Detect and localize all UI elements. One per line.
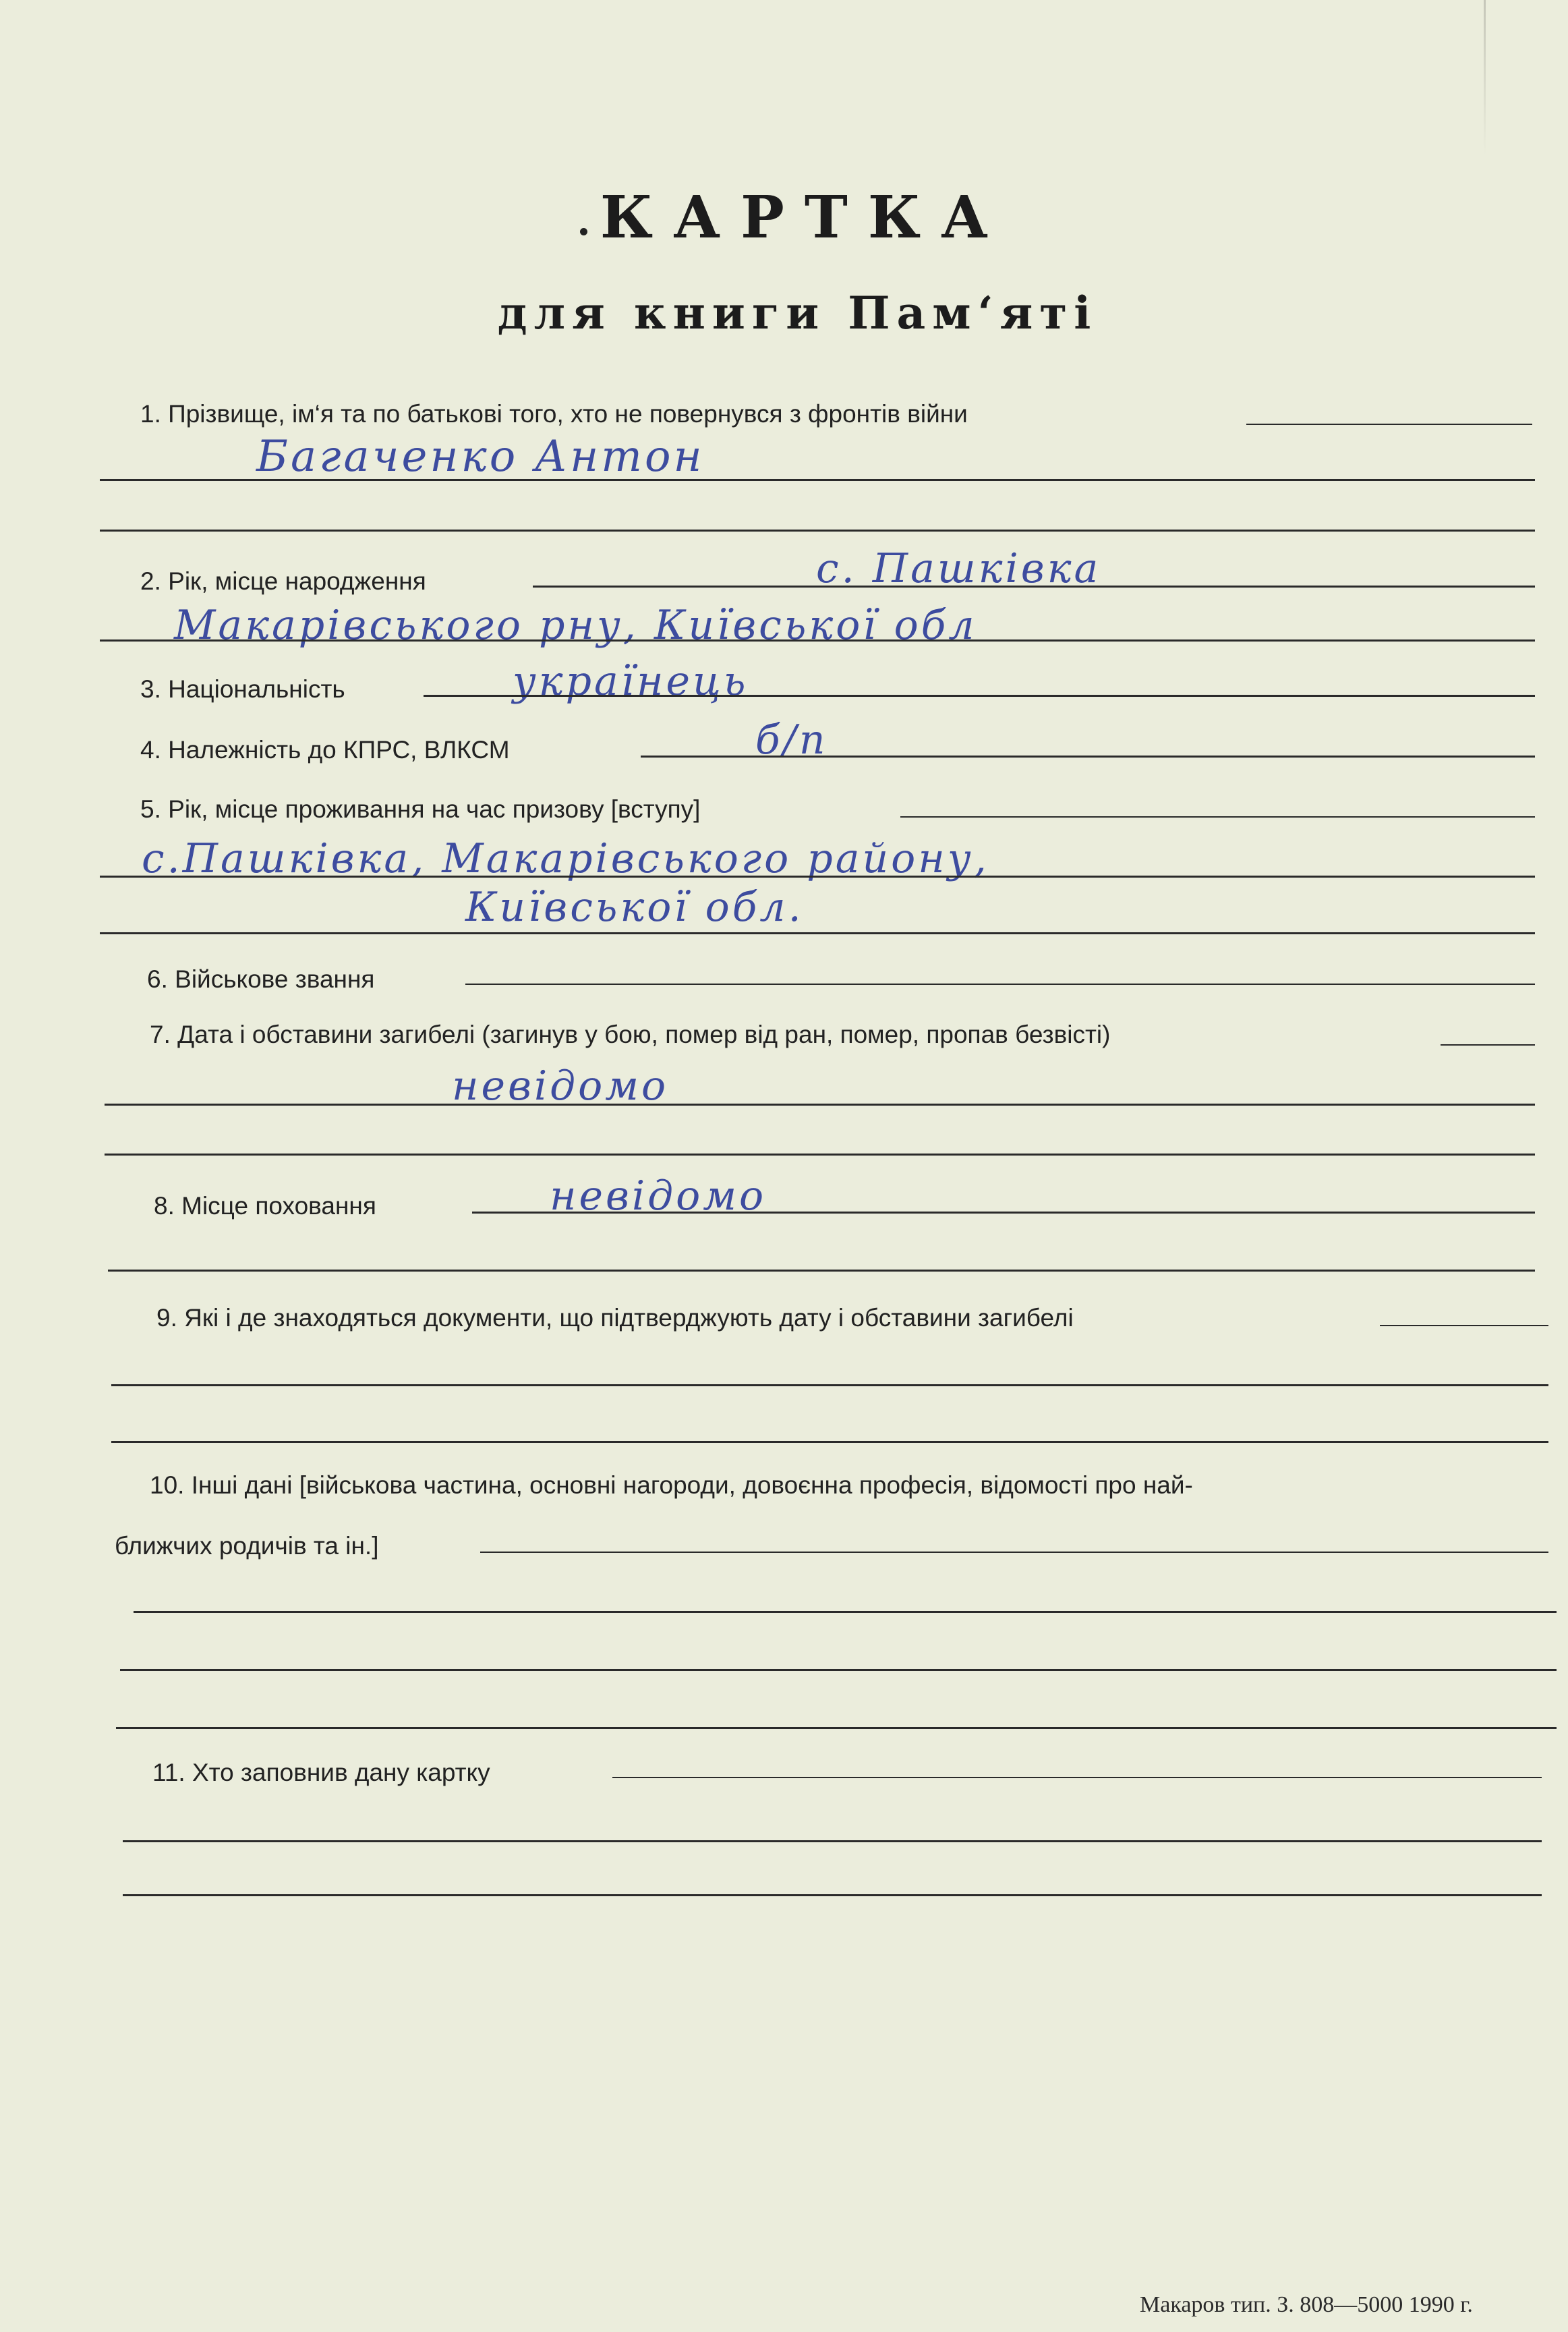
field-5-label: 5. Рік, місце проживання на час призову [вступу]	[140, 795, 701, 823]
field-1-line-c	[100, 530, 1535, 532]
field-9-label: 9. Які і де знаходяться документи, що підтверджують дату і обставини загибелі	[156, 1304, 1074, 1332]
field-10-label-line-2: ближчих родичів та ін.]	[115, 1532, 379, 1560]
card-title: КАРТКА	[600, 183, 1009, 252]
field-7-handwritten-death: невідомо	[452, 1062, 669, 1110]
field-9-line-b	[111, 1384, 1548, 1386]
field-10-label-line-1: 10. Інші дані [військова частина, основні нагороди, довоєнна професія, відомості про най-	[150, 1471, 1193, 1499]
field-3-handwritten-nationality: українець	[513, 658, 749, 705]
field-2-handwritten-district: Макарівського рну, Київської обл	[174, 602, 977, 649]
print-imprint-footer: Макаров тип. З. 808—5000 1990 г.	[1140, 2292, 1473, 2317]
field-6-label: 6. Військове звання	[147, 965, 375, 993]
field-10-line-c	[120, 1669, 1557, 1671]
title-dot-mark	[580, 228, 587, 235]
field-1-line-a	[1246, 424, 1532, 425]
field-8-line-b	[108, 1270, 1535, 1272]
field-4-line	[641, 756, 1535, 758]
field-11-line-b	[123, 1840, 1542, 1842]
field-3-line	[424, 695, 1535, 697]
field-7-line-a	[1441, 1044, 1535, 1046]
field-9-line-c	[111, 1441, 1548, 1443]
field-8-label: 8. Місце поховання	[154, 1192, 376, 1220]
field-7-label: 7. Дата і обставини загибелі (загинув у бою, помер від ран, помер, пропав безвісті)	[150, 1021, 1111, 1048]
field-6-line	[465, 984, 1535, 985]
card-subtitle: для книги Пам‘яті	[497, 287, 1098, 339]
field-2-line-a	[533, 586, 1535, 588]
field-1-label: 1. Прізвище, ім‘я та по батькові того, хто не повернувся з фронтів війни	[140, 400, 968, 428]
field-2-handwritten-village: с. Пашківка	[816, 545, 1101, 592]
field-1-handwritten-name: Багаченко Антон	[256, 432, 705, 482]
field-2-line-b	[100, 639, 1535, 642]
paper-crease	[1484, 0, 1486, 155]
field-7-line-c	[105, 1154, 1535, 1156]
field-2-label: 2. Рік, місце народження	[140, 567, 426, 595]
field-10-line-d	[116, 1727, 1557, 1729]
field-5-line-c	[100, 932, 1535, 934]
field-7-line-b	[105, 1104, 1535, 1106]
field-11-line-a	[612, 1777, 1542, 1778]
field-5-handwritten-residence: с.Пашківка, Макарівського району,	[142, 835, 989, 882]
field-1-line-b	[100, 479, 1535, 481]
field-10-line-b	[134, 1611, 1557, 1613]
field-11-line-c	[123, 1894, 1542, 1896]
field-8-line-a	[472, 1212, 1535, 1214]
field-8-handwritten-burial: невідомо	[550, 1172, 767, 1220]
field-5-handwritten-region: Київської обл.	[465, 884, 804, 931]
field-3-label: 3. Національність	[140, 675, 345, 703]
field-5-line-a	[900, 816, 1535, 818]
field-10-line-a	[480, 1552, 1548, 1553]
field-4-label: 4. Належність до КПРС, ВЛКСМ	[140, 736, 510, 764]
field-5-line-b	[100, 876, 1535, 878]
field-11-label: 11. Хто заповнив дану картку	[152, 1759, 490, 1786]
field-4-handwritten-party: б/п	[755, 716, 828, 764]
field-9-line-a	[1380, 1325, 1548, 1326]
